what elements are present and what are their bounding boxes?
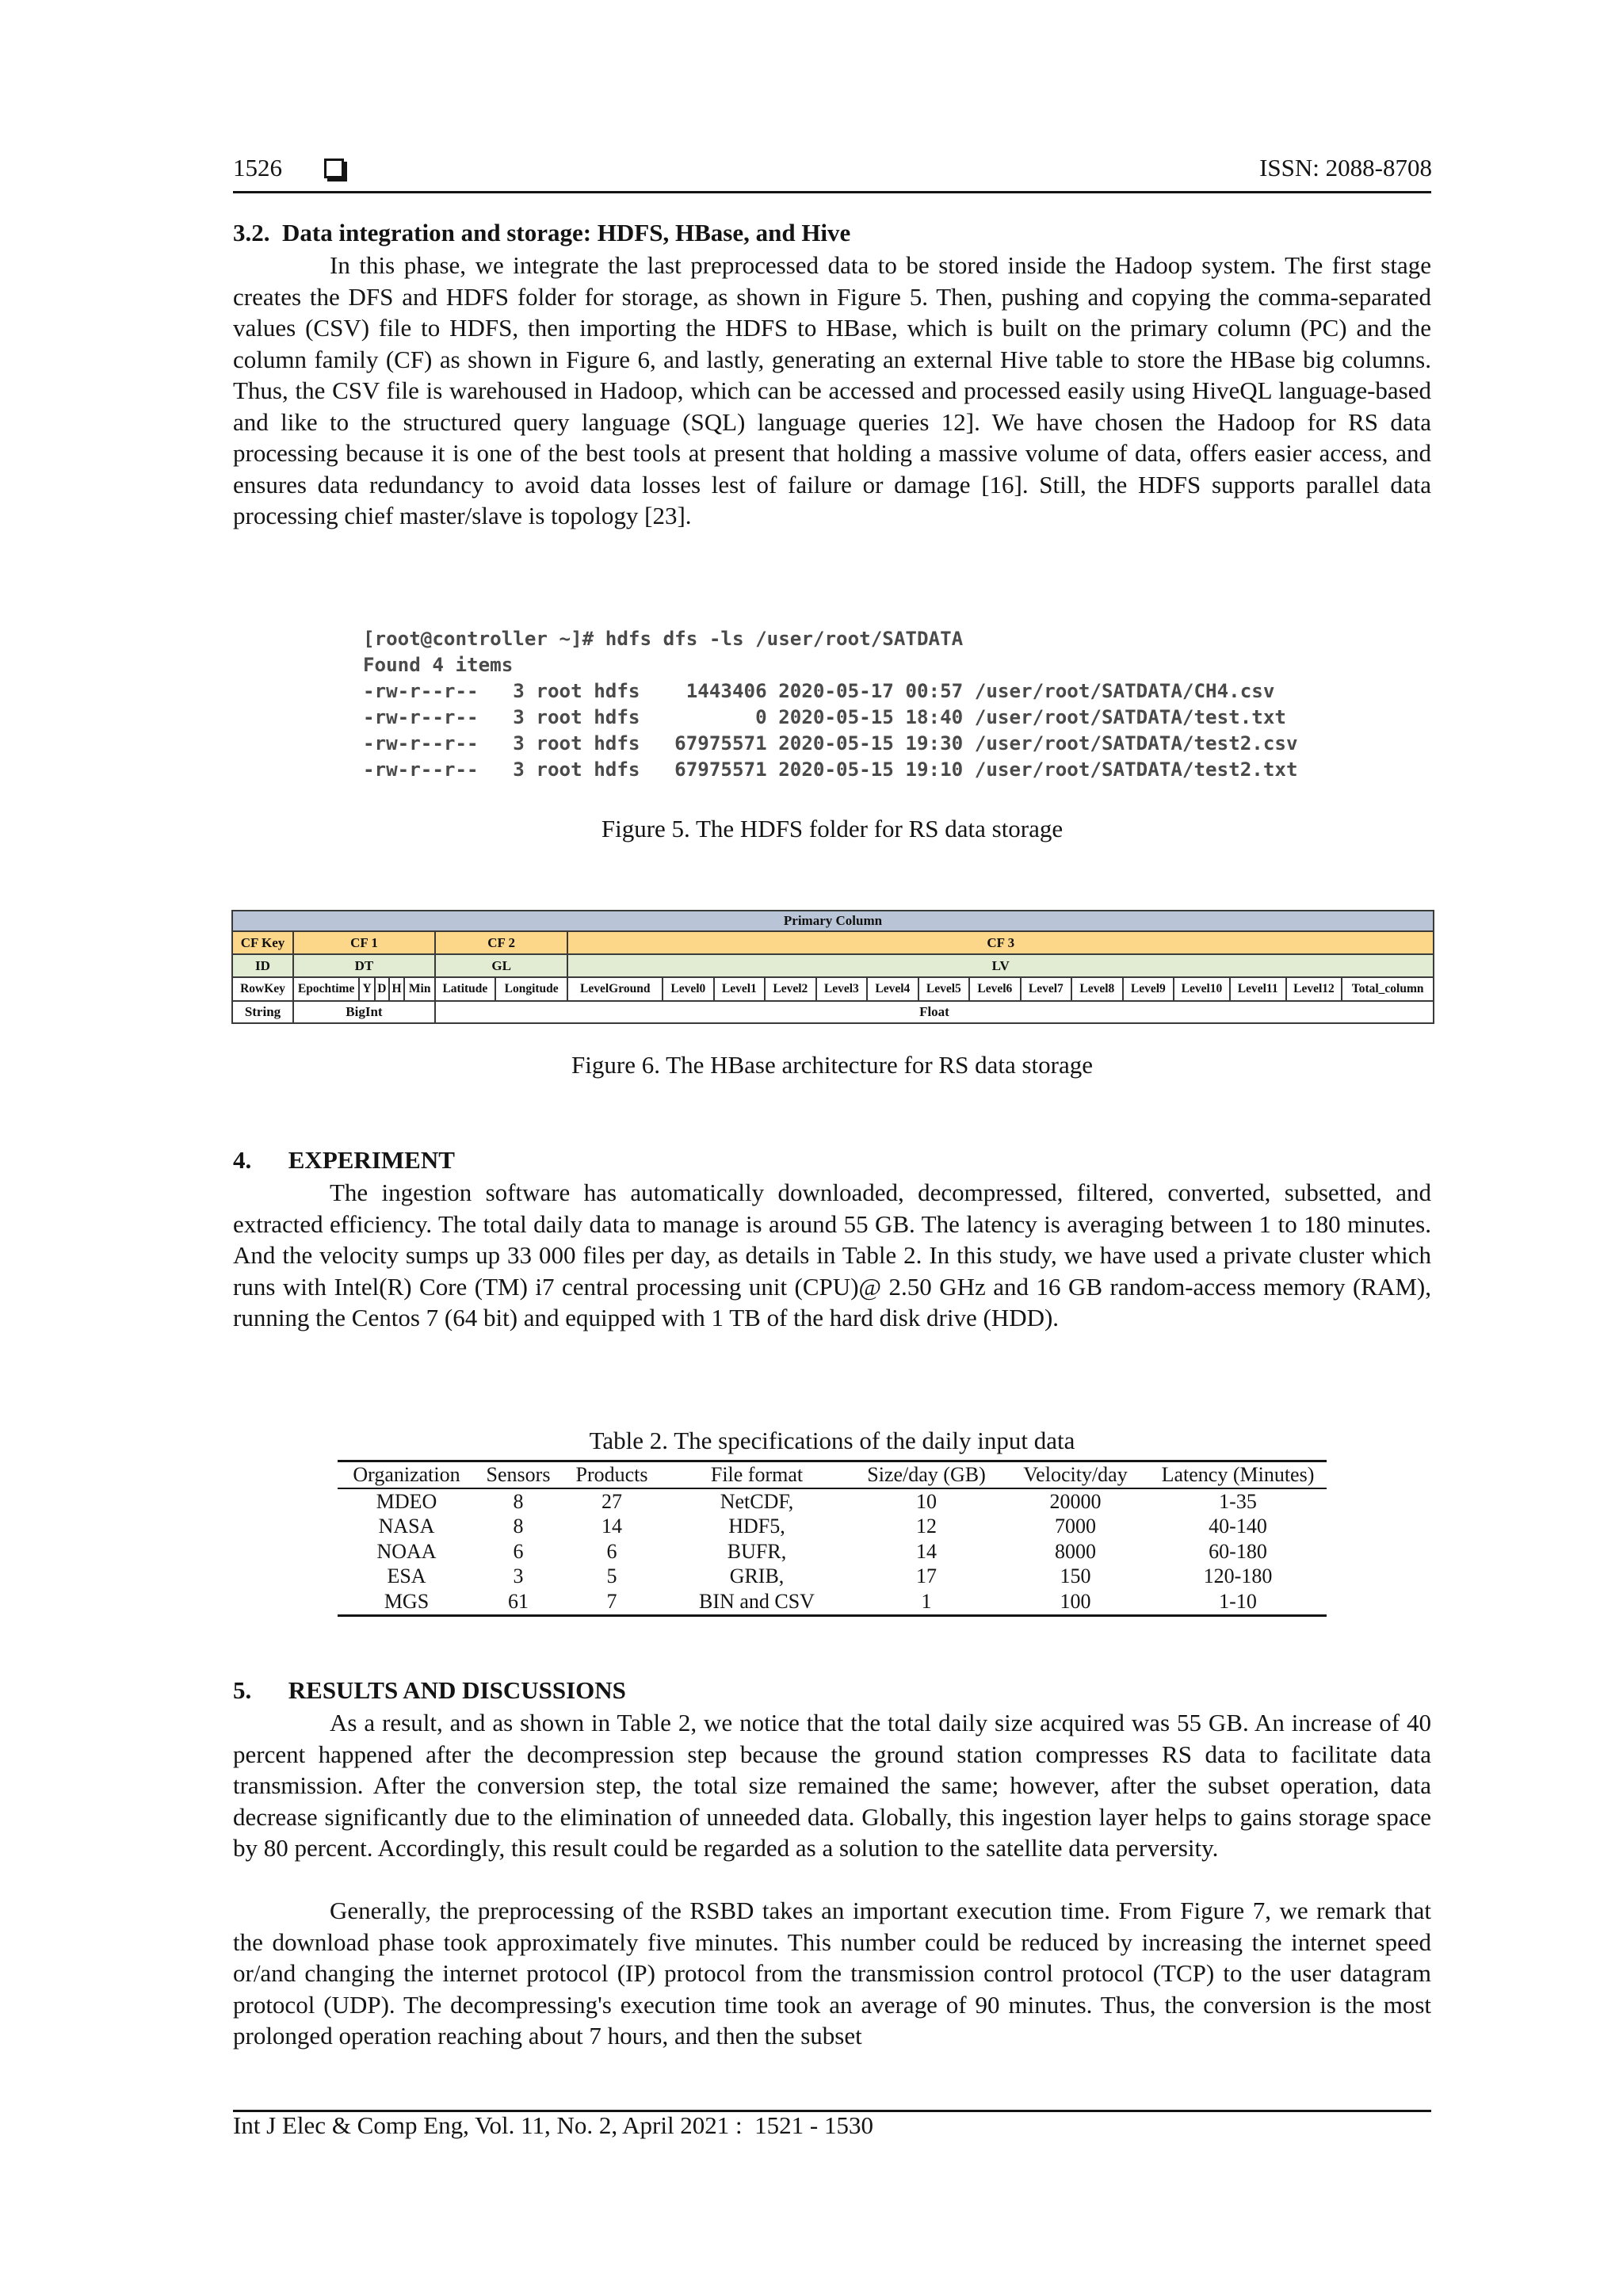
- column-header: Organization: [338, 1461, 475, 1489]
- section-4-paragraph: The ingestion software has automatically downloaded, decompressed, filtered, converted, subsetted, and extracted efficiency. The total daily data to manage is around 55 GB. The latency is averaging between 1 to 180 minutes. And the velocity sumps up 33 000 files per day, as details in Table 2. In this study, we have used a private cluster which runs with Intel(R) Core (TM) i7 central processing unit (CPU)@ 2.50 GHz and 16 GB random-access memory (RAM), running the Centos 7 (64 bit) and equipped with 1 TB of the hard disk drive (HDD).: [233, 1179, 1431, 1331]
- section-5-paragraph-2: Generally, the preprocessing of the RSBD takes an important execution time. From Figure 7, we remark that the download phase took approximately five minutes. This number could be reduced by increasing the internet speed or/and changing the internet protocol (IP) protocol from the transmission control protocol (TCP) to the user datagram protocol (UDP). The decompressing's execution time took an average of 90 minutes. Thus, the conversion is the most prolonged operation reaching about 7 hours, and then the subset: [233, 1897, 1431, 2050]
- column-header: Products: [561, 1461, 663, 1489]
- table-cell: NOAA: [376, 1539, 437, 1563]
- table-cell: 8: [513, 1489, 524, 1513]
- table-cell: 17: [916, 1564, 937, 1588]
- figure-5-caption: Figure 5. The HDFS folder for RS data storage: [601, 815, 1064, 842]
- hdfs-terminal-listing: [363, 626, 1314, 783]
- issn-label: ISSN: 2088-8708: [1259, 154, 1432, 181]
- column-header: Sensors: [475, 1461, 561, 1489]
- table-cell: BUFR,: [727, 1539, 787, 1563]
- table-cell: 14: [916, 1539, 937, 1563]
- cf1-cell: CF 1: [293, 931, 435, 954]
- column-cell: Level2: [765, 977, 816, 1001]
- section-5-paragraph-1: As a result, and as shown in Table 2, we notice that the total daily size acquired was 55 GB. An increase of 40 percent happened after the decompression step because the ground station compresses RS data to facilitate data transmission. After the conversion step, the total size remained the same; however, after the subset operation, data decrease significantly due to the elimination of unneeded data. Globally, this ingestion layer helps to gains storage space by 80 percent. Accordingly, this result could be regarded as a solution to the satellite data perversity.: [233, 1709, 1431, 1862]
- section-4-heading: 4. EXPERIMENT: [233, 1146, 455, 1174]
- type-bigint-cell: BigInt: [293, 1001, 435, 1023]
- column-cell: LevelGround: [567, 977, 663, 1001]
- table-row: [338, 1539, 1327, 1564]
- table-cell: 60-180: [1209, 1539, 1267, 1563]
- table-cell: 150: [1060, 1564, 1091, 1588]
- column-cell: H: [389, 977, 405, 1001]
- table-cell: 8000: [1055, 1539, 1096, 1563]
- table-cell: HDF5,: [728, 1515, 785, 1538]
- type-string-cell: String: [232, 1001, 293, 1023]
- gl-cell: GL: [435, 954, 568, 977]
- column-cell: Latitude: [435, 977, 495, 1001]
- column-cell: D: [375, 977, 389, 1001]
- terminal-line: -rw-r--r-- 3 root hdfs 1443406 2020-05-17 00:57 /user/root/SATDATA/CH4.csv: [363, 680, 1275, 702]
- table-row: [338, 1488, 1327, 1515]
- id-cell: ID: [232, 954, 293, 977]
- table-cell: 27: [601, 1489, 622, 1513]
- table-2-title: Table 2. The specifications of the daily input data: [589, 1427, 1075, 1454]
- column-header: Size/day (GB): [851, 1461, 1002, 1489]
- table-cell: 3: [513, 1564, 524, 1588]
- primary-column-label: Primary Column: [232, 911, 1434, 931]
- footer-citation: Int J Elec & Comp Eng, Vol. 11, No. 2, April 2021 : 1521 - 1530: [233, 2111, 873, 2139]
- page-number: 1526: [233, 154, 282, 181]
- column-cell: Level7: [1021, 977, 1072, 1001]
- section-5-heading: 5. RESULTS AND DISCUSSIONS: [233, 1676, 626, 1704]
- table-cell: 20000: [1049, 1489, 1102, 1513]
- column-cell: Level12: [1286, 977, 1342, 1001]
- cf-key-cell: CF Key: [232, 931, 293, 954]
- column-cell: RowKey: [232, 977, 293, 1001]
- terminal-line: -rw-r--r-- 3 root hdfs 67975571 2020-05-15 19:10 /user/root/SATDATA/test2.txt: [363, 758, 1298, 781]
- specifications-table: [338, 1460, 1327, 1617]
- header-rule: [233, 191, 1431, 193]
- table-cell: 12: [916, 1515, 937, 1538]
- dt-cell: DT: [293, 954, 435, 977]
- table-cell: 1-35: [1219, 1489, 1257, 1513]
- cf3-cell: CF 3: [567, 931, 1434, 954]
- figure-6-caption: Figure 6. The HBase architecture for RS data storage: [571, 1051, 1093, 1079]
- table-cell: 1-10: [1149, 1589, 1327, 1615]
- column-cell: Total_column: [1342, 977, 1434, 1001]
- table-cell: NASA: [378, 1515, 435, 1538]
- cf2-cell: CF 2: [435, 931, 568, 954]
- column-cell: Level0: [663, 977, 714, 1001]
- table-cell: 6: [513, 1539, 524, 1563]
- column-cell: Level6: [969, 977, 1021, 1001]
- column-header: Latency (Minutes): [1149, 1461, 1327, 1489]
- column-cell: Level8: [1071, 977, 1123, 1001]
- table-cell: 5: [606, 1564, 617, 1588]
- hbase-schema-table: [231, 910, 1434, 1024]
- table-cell: 40-140: [1209, 1515, 1267, 1538]
- column-cell: Level9: [1123, 977, 1174, 1001]
- column-cell: Level5: [918, 977, 970, 1001]
- terminal-line: -rw-r--r-- 3 root hdfs 0 2020-05-15 18:40 /user/root/SATDATA/test.txt: [363, 706, 1286, 728]
- table-cell: 100: [1002, 1589, 1149, 1615]
- column-header: File format: [663, 1461, 851, 1489]
- lv-cell: LV: [567, 954, 1434, 977]
- table-cell: BIN and CSV: [663, 1589, 851, 1615]
- column-cell: Level11: [1230, 977, 1286, 1001]
- table-cell: NetCDF,: [720, 1489, 794, 1513]
- table-row: [338, 1589, 1327, 1615]
- terminal-line: [root@controller ~]# hdfs dfs -ls /user/root/SATDATA: [363, 628, 964, 650]
- table-cell: MGS: [338, 1589, 475, 1615]
- table-row: [338, 1564, 1327, 1590]
- table-cell: 1: [851, 1589, 1002, 1615]
- table-cell: 120-180: [1203, 1564, 1273, 1588]
- type-float-cell: Float: [435, 1001, 1434, 1023]
- table-cell: 7: [561, 1589, 663, 1615]
- table-cell: MDEO: [376, 1489, 437, 1513]
- column-cell: Level4: [867, 977, 918, 1001]
- table-cell: 8: [513, 1515, 524, 1538]
- table-cell: GRIB,: [729, 1564, 785, 1588]
- table-cell: 10: [916, 1489, 937, 1513]
- column-cell: Longitude: [495, 977, 568, 1001]
- terminal-line: -rw-r--r-- 3 root hdfs 67975571 2020-05-15 19:30 /user/root/SATDATA/test2.csv: [363, 732, 1298, 755]
- table-cell: 6: [606, 1539, 617, 1563]
- table-cell: 14: [601, 1515, 622, 1538]
- column-cell: Level3: [816, 977, 868, 1001]
- column-cell: Level1: [714, 977, 766, 1001]
- column-cell: Level10: [1174, 977, 1230, 1001]
- table-cell: 7000: [1055, 1515, 1096, 1538]
- column-header: Velocity/day: [1002, 1461, 1149, 1489]
- terminal-line: Found 4 items: [363, 654, 514, 676]
- table-row: [338, 1515, 1327, 1540]
- column-cell: Min: [404, 977, 434, 1001]
- section-3-2-paragraph: In this phase, we integrate the last preprocessed data to be stored inside the Hadoop system. The first stage creates the DFS and HDFS folder for storage, as shown in Figure 5. Then, pushing and copying the comma-separated values (CSV) file to HDFS, then importing the HDFS to HBase, which is built on the primary column (PC) and the column family (CF) as shown in Figure 6, and lastly, generating an external Hive table to store the HBase big columns. Thus, the CSV file is warehoused in Hadoop, which can be accessed and processed easily using HiveQL language-based and like to the structured query language (SQL) language queries 12]. We have chosen the Hadoop for RS data processing because it is one of the best tools at present that holding a massive volume of data, offers easier access, and ensures data redundancy to avoid data losses lest of failure or damage [16]. Still, the HDFS supports parallel data processing chief master/slave is topology [23].: [233, 251, 1431, 529]
- table-cell: 61: [475, 1589, 561, 1615]
- checkbox-square-icon: [324, 159, 344, 178]
- table-cell: ESA: [387, 1564, 426, 1588]
- column-cell: Y: [359, 977, 375, 1001]
- column-cell: Epochtime: [293, 977, 359, 1001]
- section-3-2-heading: 3.2. Data integration and storage: HDFS, HBase, and Hive: [233, 219, 851, 246]
